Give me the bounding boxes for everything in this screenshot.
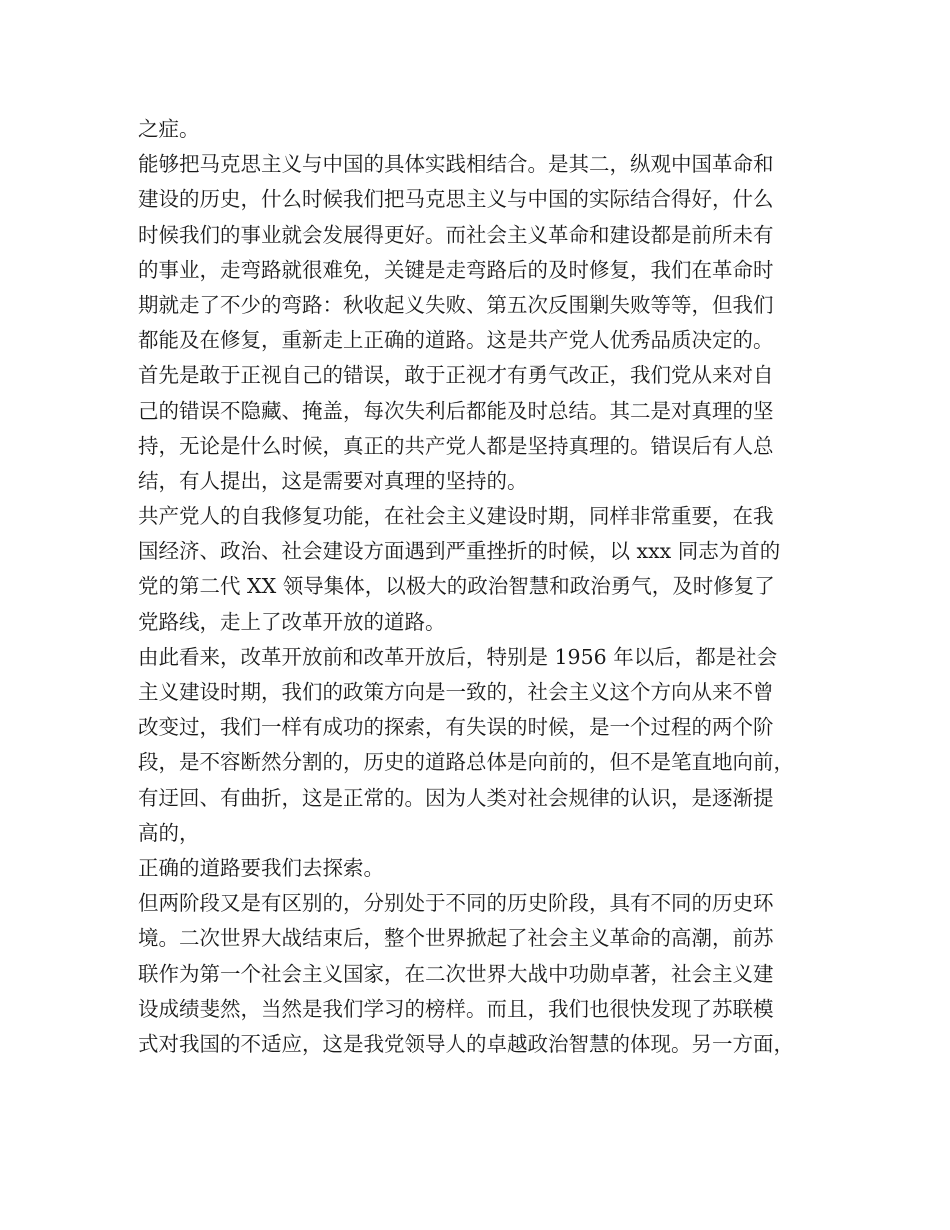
text-line: 高的， bbox=[138, 820, 200, 845]
text-line: 期就走了不少的弯路：秋收起义失败、第五次反围剿失败等等，但我们 bbox=[138, 292, 774, 317]
text-line: 段，是不容断然分割的，历史的道路总体是向前的，但不是笔直地向前， bbox=[138, 750, 794, 775]
text-line: 但两阶段又是有区别的，分别处于不同的历史阶段，具有不同的历史环 bbox=[138, 891, 774, 916]
text-line: 改变过，我们一样有成功的探索，有失误的时候，是一个过程的两个阶 bbox=[138, 715, 774, 740]
text-line: 结，有人提出，这是需要对真理的坚持的。 bbox=[138, 468, 528, 493]
text-line: 党路线，走上了改革开放的道路。 bbox=[138, 609, 446, 634]
text-line: 持，无论是什么时候，真正的共产党人都是坚持真理的。错误后有人总 bbox=[138, 433, 774, 458]
text-line: 由此看来，改革开放前和改革开放后，特别是 1956 年以后，都是社会 bbox=[138, 644, 778, 669]
text-line: 建设的历史，什么时候我们把马克思主义与中国的实际结合得好，什么 bbox=[138, 187, 774, 212]
text-line: 有迂回、有曲折，这是正常的。因为人类对社会规律的认识，是逐渐提 bbox=[138, 785, 774, 810]
text-line: 的事业，走弯路就很难免，关键是走弯路后的及时修复，我们在革命时 bbox=[138, 257, 774, 282]
text-line: 境。二次世界大战结束后，整个世界掀起了社会主义革命的高潮，前苏 bbox=[138, 926, 774, 951]
text-line: 设成绩斐然，当然是我们学习的榜样。而且，我们也很快发现了苏联模 bbox=[138, 996, 774, 1021]
text-line: 党的第二代 XX 领导集体，以极大的政治智慧和政治勇气，及时修复了 bbox=[138, 574, 775, 599]
text-line: 首先是敢于正视自己的错误，敢于正视才有勇气改正，我们党从来对自 bbox=[138, 363, 774, 388]
text-line: 时候我们的事业就会发展得更好。而社会主义革命和建设都是前所未有 bbox=[138, 222, 774, 247]
body-text bbox=[138, 112, 828, 1062]
text-line: 己的错误不隐藏、掩盖，每次失利后都能及时总结。其二是对真理的坚 bbox=[138, 398, 774, 423]
text-line: 之症。 bbox=[138, 117, 200, 141]
text-line: 能够把马克思主义与中国的具体实践相结合。是其二，纵观中国革命和 bbox=[138, 152, 774, 177]
text-line: 式对我国的不适应，这是我党领导人的卓越政治智慧的体现。另一方面， bbox=[138, 1031, 794, 1056]
text-line: 共产党人的自我修复功能，在社会主义建设时期，同样非常重要，在我 bbox=[138, 504, 774, 529]
text-line: 国经济、政治、社会建设方面遇到严重挫折的时候，以 xxx 同志为首的 bbox=[138, 539, 781, 564]
text-line: 正确的道路要我们去探索。 bbox=[138, 855, 384, 880]
text-line: 都能及在修复，重新走上正确的道路。这是共产党人优秀品质决定的。 bbox=[138, 328, 774, 353]
text-line: 联作为第一个社会主义国家，在二次世界大战中功勋卓著，社会主义建 bbox=[138, 961, 774, 986]
text-line: 主义建设时期，我们的政策方向是一致的，社会主义这个方向从来不曾 bbox=[138, 680, 774, 704]
